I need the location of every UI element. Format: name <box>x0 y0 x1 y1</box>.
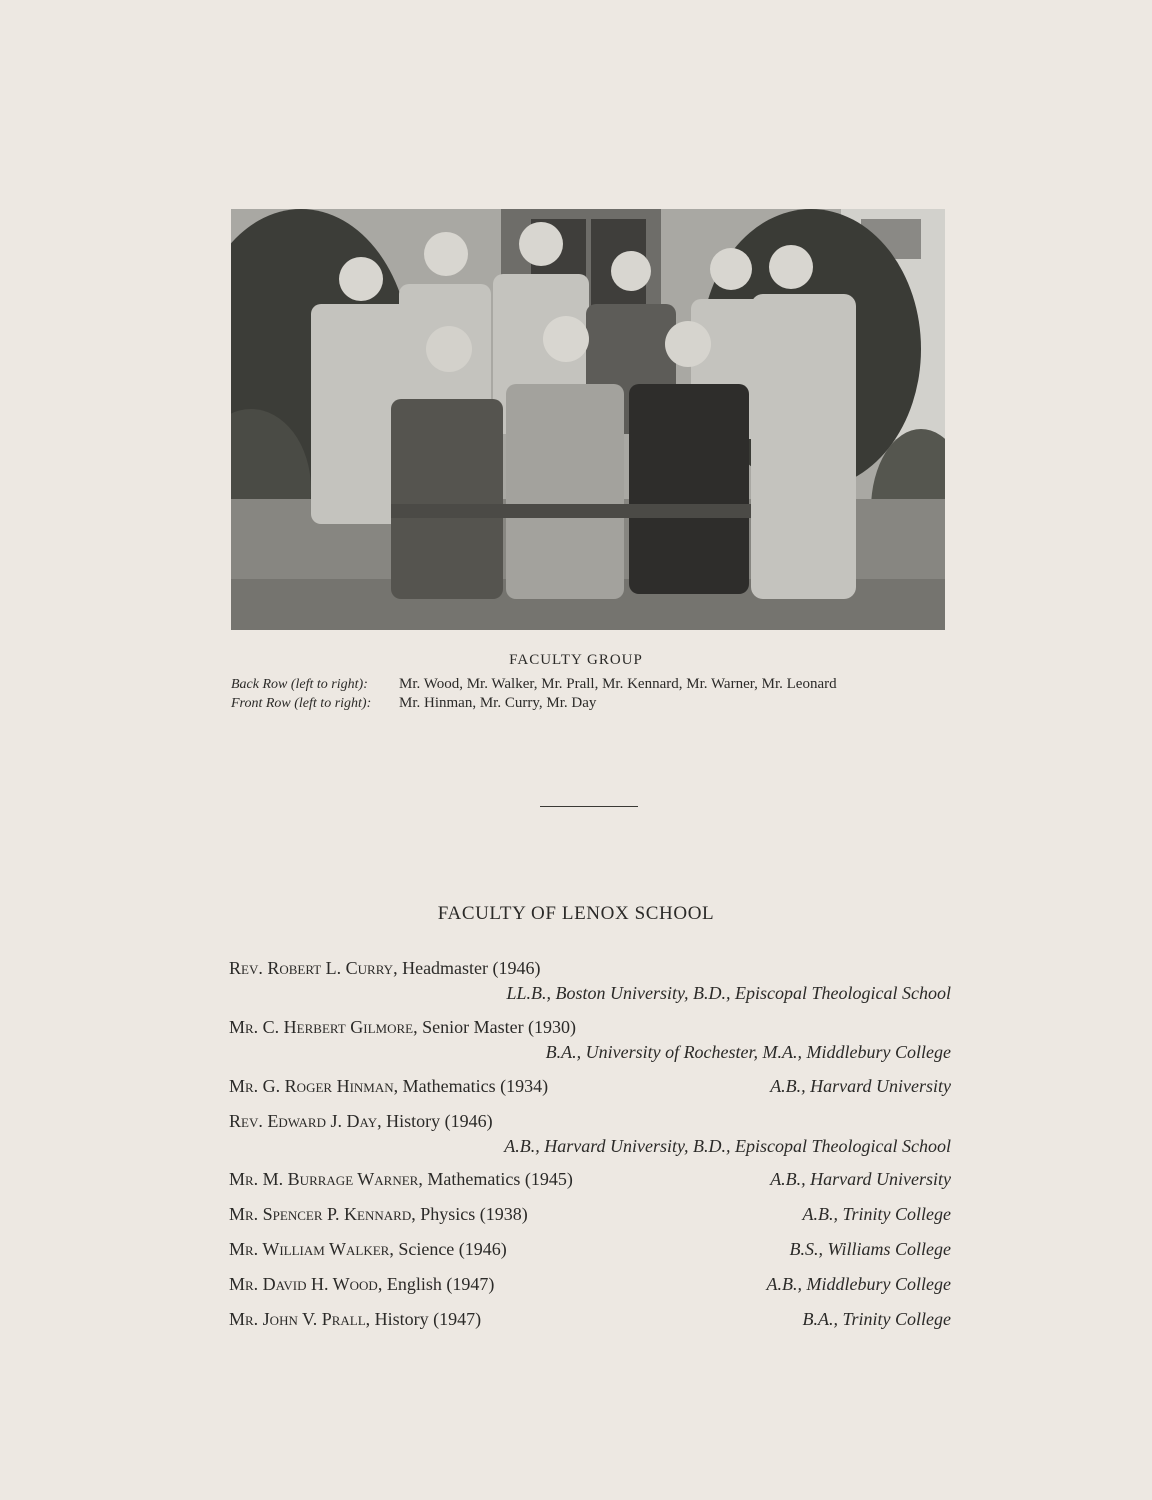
faculty-entry <box>229 1076 951 1097</box>
faculty-entry <box>229 1169 951 1190</box>
faculty-name: Mr. M. Burrage Warner <box>229 1169 419 1189</box>
faculty-name: Rev. Edward J. Day <box>229 1111 378 1131</box>
faculty-photo-illustration <box>231 209 945 630</box>
faculty-entry <box>229 1239 951 1260</box>
section-title: FACULTY OF LENOX SCHOOL <box>437 903 715 924</box>
faculty-degrees: LL.B., Boston University, B.D., Episcopal Theological School <box>506 983 951 1003</box>
faculty-degrees: B.A., Trinity College <box>802 1309 951 1329</box>
faculty-name: Mr. William Walker <box>229 1239 390 1259</box>
faculty-entry <box>229 1309 951 1330</box>
faculty-role: , Headmaster (1946) <box>393 958 541 978</box>
caption-front-row <box>231 695 596 712</box>
faculty-entry <box>229 1274 951 1295</box>
faculty-role: , English (1947) <box>377 1274 495 1294</box>
faculty-degrees: B.S., Williams College <box>789 1239 951 1259</box>
back-row-label: Back Row (left to right): <box>231 677 368 692</box>
faculty-name: Mr. G. Roger Hinman <box>229 1076 394 1096</box>
faculty-degrees: A.B., Harvard University <box>770 1076 951 1096</box>
back-row-names: Mr. Wood, Mr. Walker, Mr. Prall, Mr. Kennard, Mr. Warner, Mr. Leonard <box>399 676 837 692</box>
faculty-entry <box>229 1017 951 1063</box>
caption-back-row <box>231 676 837 693</box>
section-divider <box>540 806 638 807</box>
faculty-entry <box>229 1204 951 1225</box>
faculty-role: , Mathematics (1945) <box>418 1169 573 1189</box>
faculty-role: , Science (1946) <box>389 1239 507 1259</box>
faculty-degrees: A.B., Harvard University <box>770 1169 951 1189</box>
faculty-name: Mr. David H. Wood <box>229 1274 378 1294</box>
faculty-role: , History (1947) <box>365 1309 482 1329</box>
faculty-name: Mr. Spencer P. Kennard <box>229 1204 412 1224</box>
faculty-degrees: A.B., Trinity College <box>802 1204 951 1224</box>
faculty-name: Mr. C. Herbert Gilmore <box>229 1017 414 1037</box>
faculty-role: , History (1946) <box>377 1111 493 1131</box>
faculty-role: , Physics (1938) <box>411 1204 528 1224</box>
photo-caption-title: FACULTY GROUP <box>509 652 643 668</box>
faculty-role: , Mathematics (1934) <box>393 1076 549 1096</box>
faculty-group-photo <box>231 209 945 630</box>
faculty-role: , Senior Master (1930) <box>413 1017 577 1037</box>
faculty-degrees: B.A., University of Rochester, M.A., Middlebury College <box>545 1042 951 1062</box>
faculty-name: Rev. Robert L. Curry <box>229 958 394 978</box>
faculty-entry <box>229 1111 951 1157</box>
faculty-degrees: A.B., Harvard University, B.D., Episcopal Theological School <box>504 1136 951 1156</box>
faculty-name: Mr. John V. Prall <box>229 1309 366 1329</box>
faculty-degrees: A.B., Middlebury College <box>766 1274 951 1294</box>
front-row-label: Front Row (left to right): <box>231 696 372 711</box>
front-row-names: Mr. Hinman, Mr. Curry, Mr. Day <box>399 695 597 711</box>
faculty-entry <box>229 958 951 1004</box>
